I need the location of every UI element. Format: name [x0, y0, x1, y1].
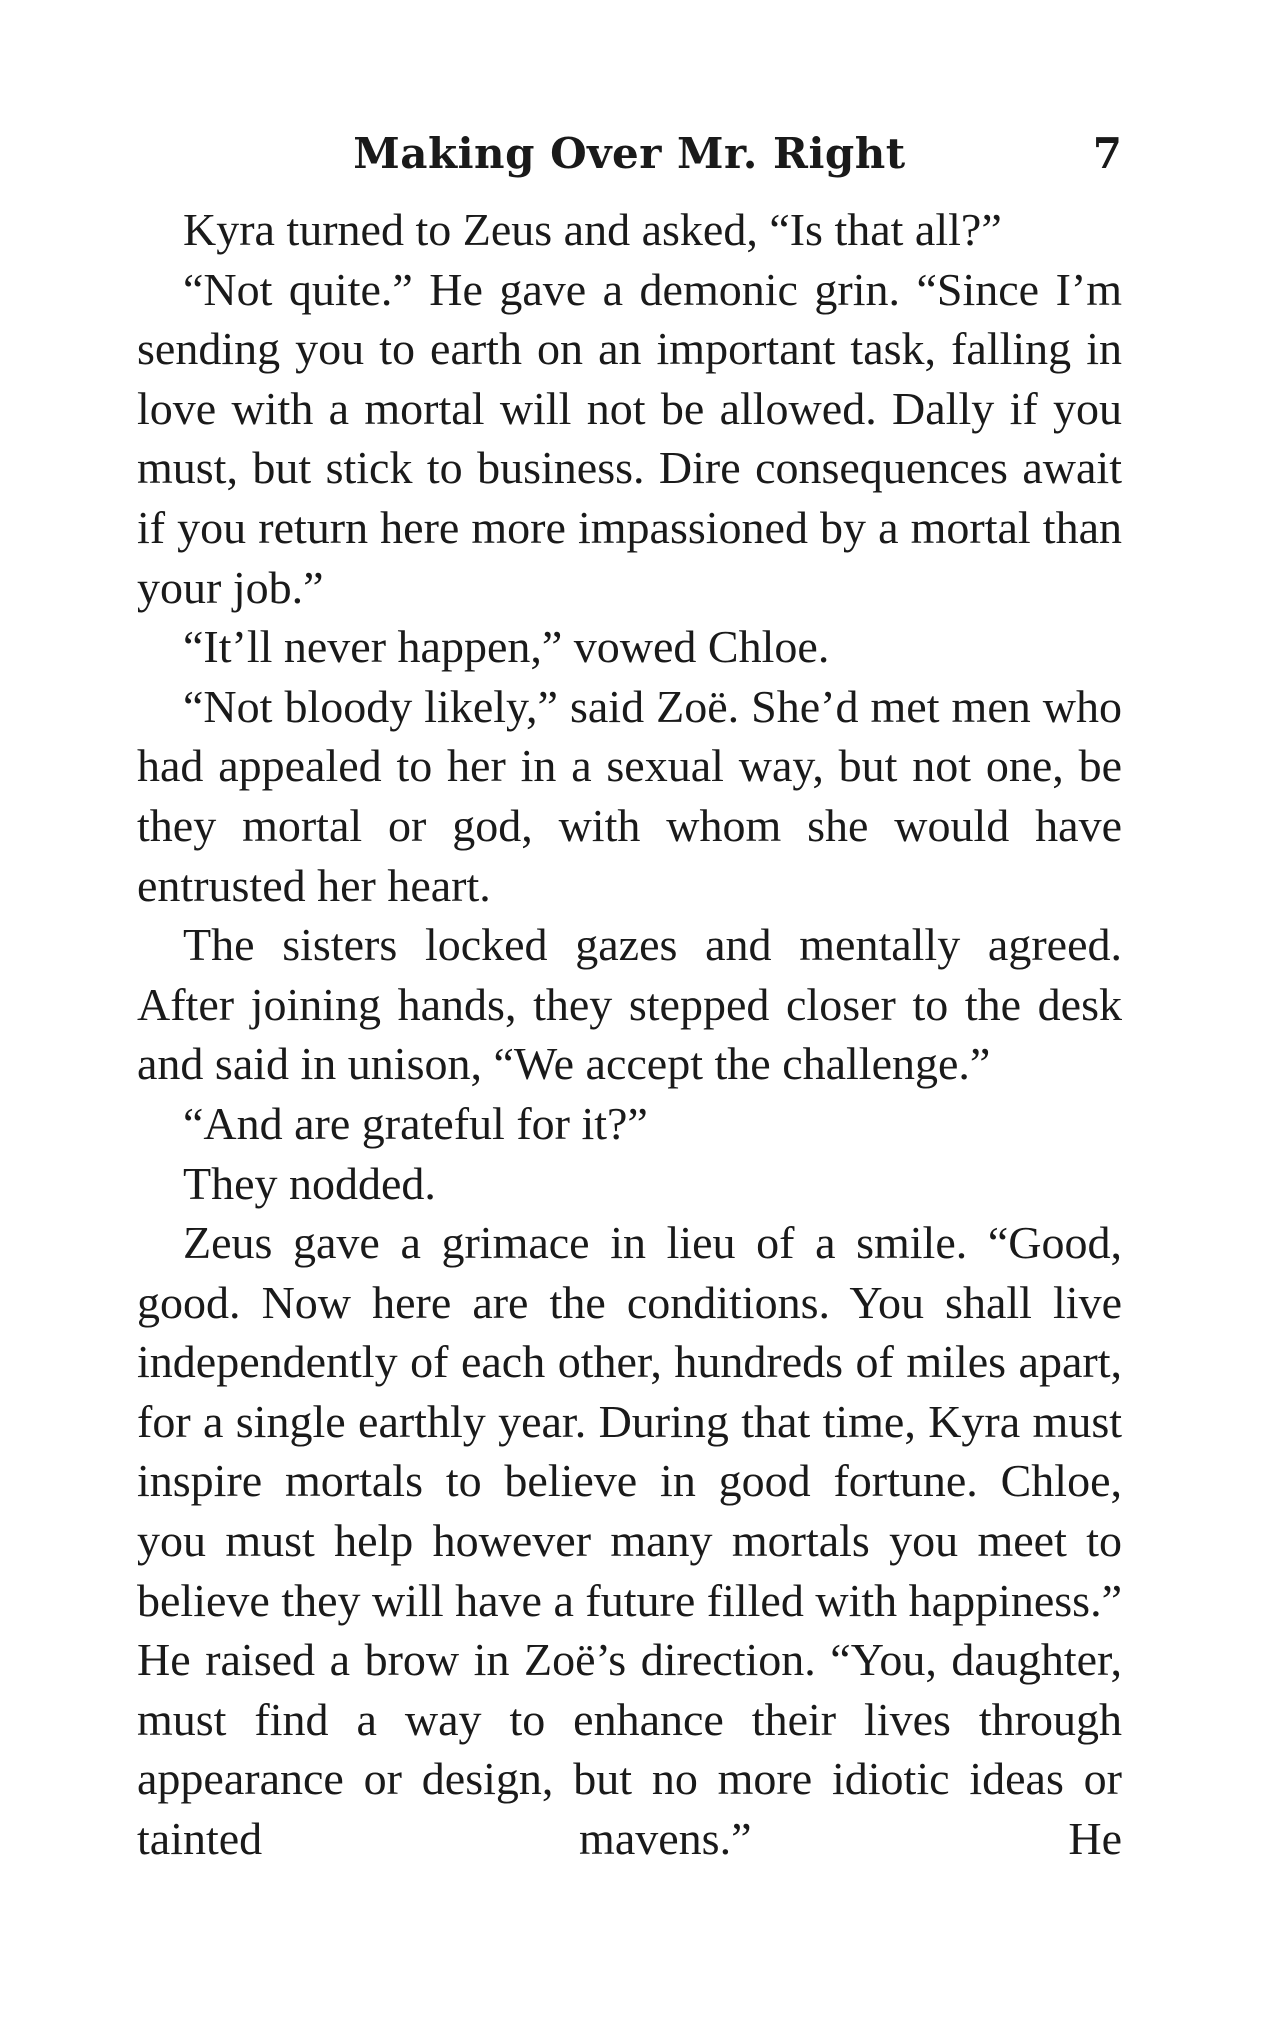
paragraph: Zeus gave a grimace in lieu of a smile. “Good, good. Now here are the conditions. You shall live independently of each other, hundreds of miles apart, for a single earthly year. During that time, Kyra must inspire mortals to believe in good fortune. Chloe, you must help however many mortals you meet to believe they will have a future filled with happiness.” He raised a brow in Zoë’s direction. “You, daughter, must find a way to enhance their lives through appearance or design, but no more idiotic ideas or tainted mavens.” He — [137, 1217, 1122, 1865]
paragraph: Kyra turned to Zeus and asked, “Is that all?” — [183, 204, 1002, 255]
paragraph: “It’ll never happen,” vowed Chloe. — [183, 621, 830, 673]
running-head — [137, 128, 1122, 188]
paragraph: “Not bloody likely,” said Zoë. She’d met men who had appealed to her in a sexual way, but not one, be they mortal or god, with whom she would have entrusted her heart. — [137, 680, 1122, 911]
running-title: Making Over Mr. Right — [353, 129, 906, 178]
paragraph: “And are grateful for it?” — [183, 1097, 648, 1149]
body-text — [137, 200, 1122, 1869]
page-number: 7 — [1092, 129, 1122, 178]
paragraph: “Not quite.” He gave a demonic grin. “Since I’m sending you to earth on an important task, falling in love with a mortal will not be allowed. Dally if you must, but stick to business. Dire consequences await if you return here more impassioned by a mortal than your job.” — [137, 263, 1122, 613]
paragraph: The sisters locked gazes and mentally agreed. After joining hands, they stepped closer to the desk and said in unison, “We accept the challenge.” — [137, 919, 1122, 1090]
paragraph: They nodded. — [183, 1157, 436, 1209]
